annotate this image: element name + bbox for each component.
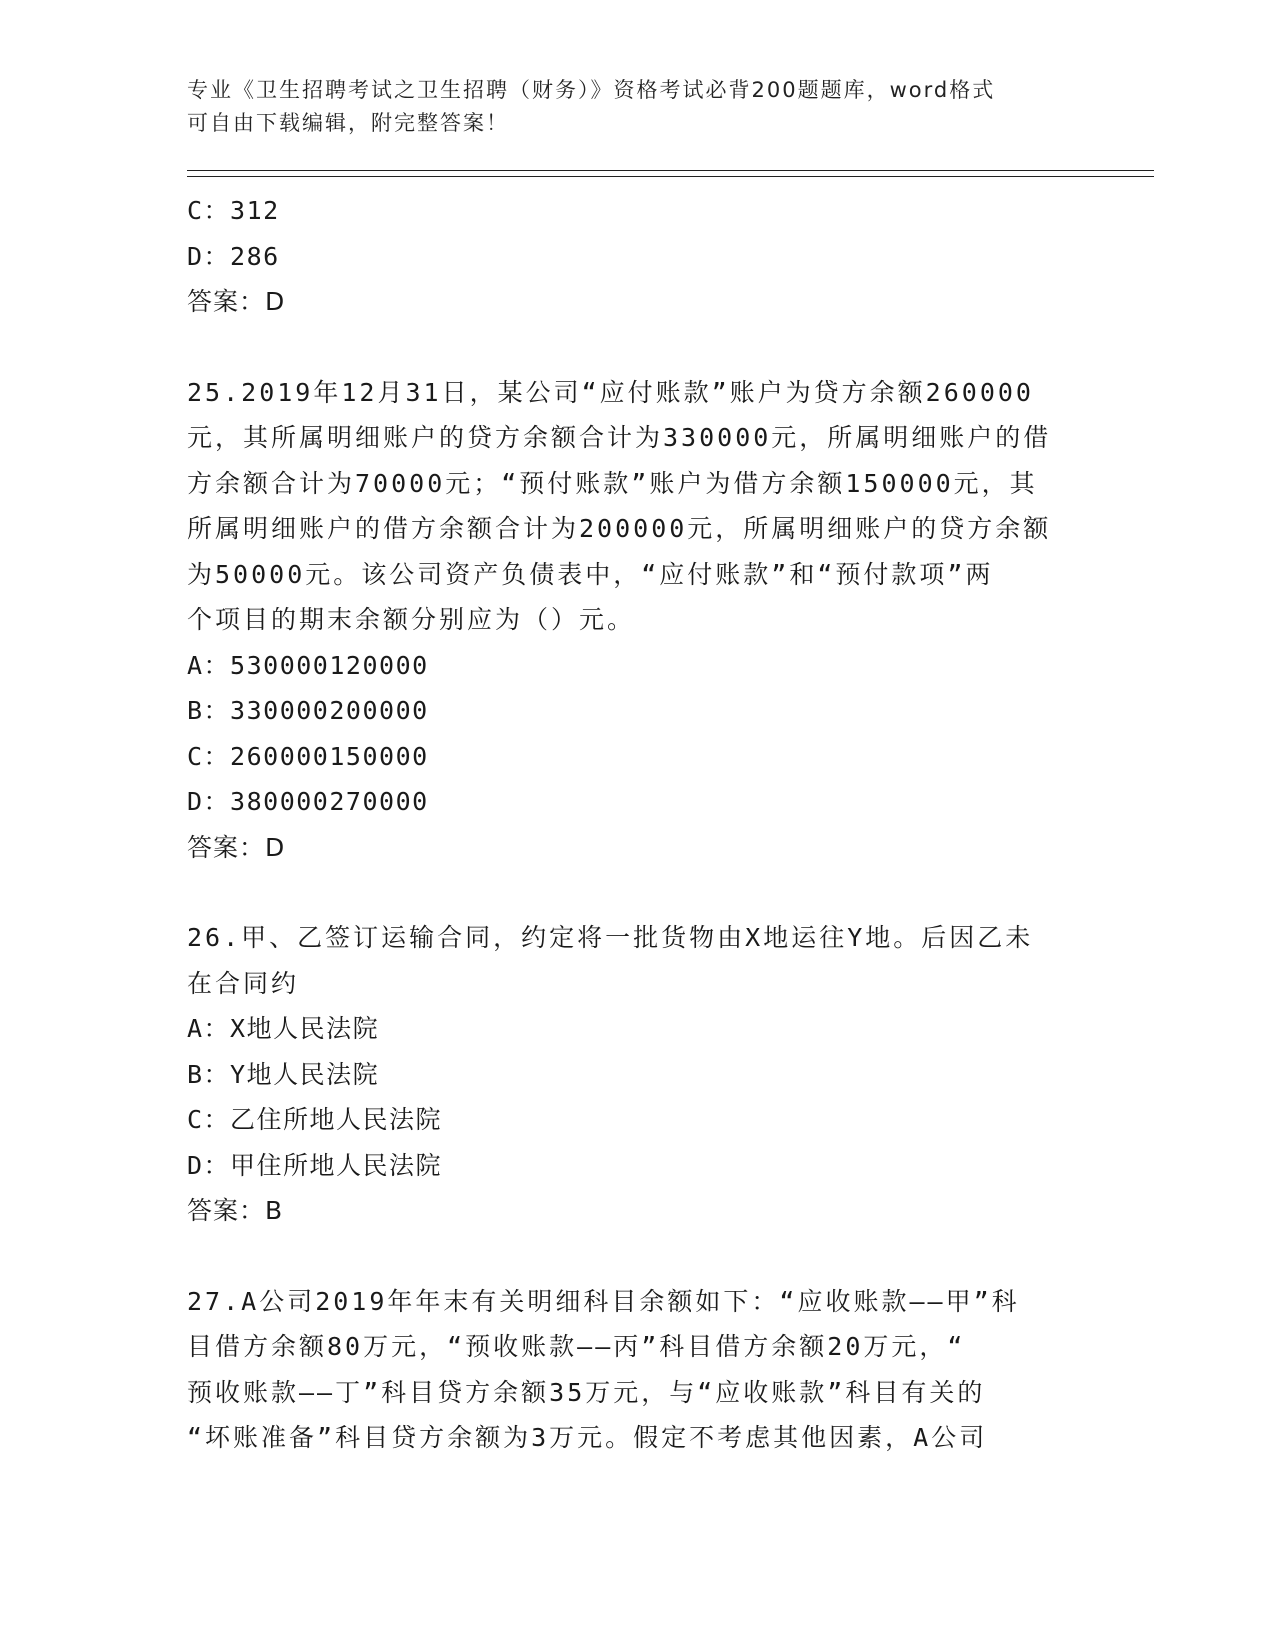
- question-text-line: 26.甲、乙签订运输合同，约定将一批货物由X地运往Y地。后因乙未: [187, 923, 1034, 952]
- question-text-line: 个项目的期末余额分别应为（）元。: [187, 605, 636, 634]
- option-c: C：312: [187, 196, 280, 225]
- document-body: [187, 188, 1087, 1461]
- question-text-line: 元，其所属明细账户的贷方余额合计为330000元，所属明细账户的借: [187, 423, 1052, 452]
- option-b: B：Y地人民法院: [187, 1059, 380, 1089]
- question-text-line: 27.A公司2019年年末有关明细科目余额如下：“应收账款——甲”科: [187, 1286, 1020, 1316]
- header-rule-top: [187, 170, 1154, 171]
- option-d: D：甲住所地人民法院: [187, 1150, 443, 1180]
- header-rule-bottom: [187, 176, 1154, 177]
- answer-line: 答案：B: [187, 1196, 284, 1225]
- question-25: [187, 370, 1087, 871]
- question-text-line: 在合同约: [187, 968, 300, 998]
- question-26: [187, 915, 1087, 1234]
- document-header: [187, 74, 1087, 140]
- question-text-line: 25.2019年12月31日，某公司“应付账款”账户为贷方余额260000: [187, 377, 1034, 407]
- option-c: C：260000150000: [187, 741, 429, 771]
- question-text-line: 目借方余额80万元，“预收账款——丙”科目借方余额20万元，“: [187, 1332, 966, 1361]
- header-title-line1: 专业《卫生招聘考试之卫生招聘（财务）》资格考试必背200题题库，word格式: [187, 78, 996, 102]
- option-b: B：330000200000: [187, 696, 429, 725]
- question-text-line: 预收账款——丁”科目贷方余额35万元，与“应收账款”科目有关的: [187, 1377, 986, 1407]
- option-a: A：X地人民法院: [187, 1014, 380, 1043]
- question-text-line: 方余额合计为70000元；“预付账款”账户为借方余额150000元，其: [187, 468, 1038, 498]
- question-27: [187, 1279, 1087, 1461]
- question-text-line: “坏账准备”科目贷方余额为3万元。假定不考虑其他因素，A公司: [187, 1423, 988, 1452]
- question-text-line: 所属明细账户的借方余额合计为200000元，所属明细账户的贷方余额: [187, 514, 1052, 543]
- option-a: A：530000120000: [187, 650, 429, 680]
- answer-line: 答案：D: [187, 832, 286, 862]
- option-d: D：286: [187, 241, 280, 271]
- previous-question-tail: [187, 188, 1087, 325]
- header-title-line2: 可自由下载编辑，附完整答案！: [187, 111, 509, 135]
- question-text-line: 为50000元。该公司资产负债表中，“应付账款”和“预付款项”两: [187, 559, 994, 589]
- option-c: C：乙住所地人民法院: [187, 1105, 443, 1134]
- answer-line: 答案：D: [187, 287, 286, 316]
- option-d: D：380000270000: [187, 787, 429, 816]
